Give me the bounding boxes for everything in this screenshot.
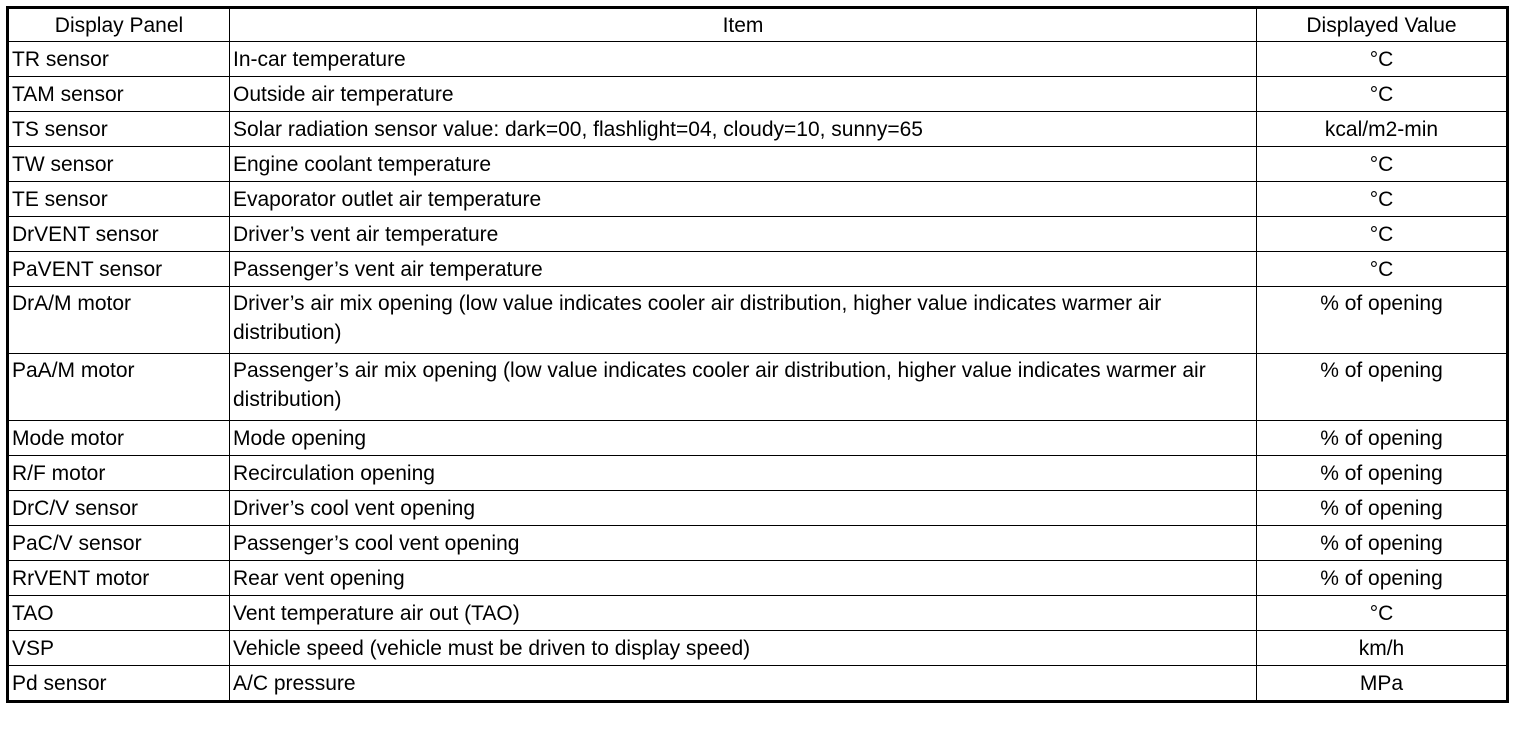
item-cell: Vehicle speed (vehicle must be driven to display speed)	[230, 631, 1257, 666]
table-row	[8, 596, 1508, 631]
value-cell: °C	[1257, 217, 1508, 252]
header-displayed-value: Displayed Value	[1257, 8, 1508, 42]
value-cell: °C	[1257, 182, 1508, 217]
item-cell: In-car temperature	[230, 42, 1257, 77]
table-row	[8, 354, 1508, 421]
item-cell: Vent temperature air out (TAO)	[230, 596, 1257, 631]
value-cell: % of opening	[1257, 526, 1508, 561]
value-cell: % of opening	[1257, 561, 1508, 596]
table-row	[8, 217, 1508, 252]
panel-cell: RrVENT motor	[8, 561, 230, 596]
item-cell: Driver’s cool vent opening	[230, 491, 1257, 526]
table-row	[8, 287, 1508, 354]
header-item: Item	[230, 8, 1257, 42]
item-cell: Driver’s air mix opening (low value indicates cooler air distribution, higher value indicates warmer air distribution)	[230, 287, 1257, 354]
table-row	[8, 491, 1508, 526]
panel-cell: VSP	[8, 631, 230, 666]
item-cell: Passenger’s vent air temperature	[230, 252, 1257, 287]
panel-cell: R/F motor	[8, 456, 230, 491]
table-row	[8, 182, 1508, 217]
value-cell: °C	[1257, 77, 1508, 112]
item-cell: Outside air temperature	[230, 77, 1257, 112]
table-row	[8, 666, 1508, 702]
value-cell: % of opening	[1257, 491, 1508, 526]
value-cell: °C	[1257, 42, 1508, 77]
value-cell: % of opening	[1257, 456, 1508, 491]
value-cell: kcal/m2-min	[1257, 112, 1508, 147]
display-panel-table-container	[6, 6, 1506, 703]
table-row	[8, 526, 1508, 561]
table-row	[8, 561, 1508, 596]
panel-cell: TS sensor	[8, 112, 230, 147]
panel-cell: TW sensor	[8, 147, 230, 182]
item-cell: A/C pressure	[230, 666, 1257, 702]
panel-cell: TAO	[8, 596, 230, 631]
table-row	[8, 147, 1508, 182]
table-row	[8, 77, 1508, 112]
panel-cell: DrA/M motor	[8, 287, 230, 354]
value-cell: °C	[1257, 147, 1508, 182]
panel-cell: Mode motor	[8, 421, 230, 456]
panel-cell: PaVENT sensor	[8, 252, 230, 287]
panel-cell: TE sensor	[8, 182, 230, 217]
item-cell: Rear vent opening	[230, 561, 1257, 596]
table-row	[8, 42, 1508, 77]
panel-cell: TAM sensor	[8, 77, 230, 112]
value-cell: MPa	[1257, 666, 1508, 702]
item-cell: Solar radiation sensor value: dark=00, flashlight=04, cloudy=10, sunny=65	[230, 112, 1257, 147]
item-cell: Driver’s vent air temperature	[230, 217, 1257, 252]
item-cell: Evaporator outlet air temperature	[230, 182, 1257, 217]
item-cell: Passenger’s air mix opening (low value indicates cooler air distribution, higher value indicates warmer air distribution)	[230, 354, 1257, 421]
item-cell: Engine coolant temperature	[230, 147, 1257, 182]
table-header	[8, 8, 1508, 42]
value-cell: % of opening	[1257, 354, 1508, 421]
header-display-panel: Display Panel	[8, 8, 230, 42]
panel-cell: Pd sensor	[8, 666, 230, 702]
item-cell: Passenger’s cool vent opening	[230, 526, 1257, 561]
item-cell: Recirculation opening	[230, 456, 1257, 491]
item-cell: Mode opening	[230, 421, 1257, 456]
value-cell: % of opening	[1257, 287, 1508, 354]
panel-cell: TR sensor	[8, 42, 230, 77]
panel-cell: PaC/V sensor	[8, 526, 230, 561]
value-cell: km/h	[1257, 631, 1508, 666]
value-cell: °C	[1257, 252, 1508, 287]
table-row	[8, 456, 1508, 491]
table-row	[8, 421, 1508, 456]
value-cell: °C	[1257, 596, 1508, 631]
panel-cell: DrC/V sensor	[8, 491, 230, 526]
panel-cell: DrVENT sensor	[8, 217, 230, 252]
table-row	[8, 252, 1508, 287]
display-panel-table	[6, 6, 1509, 703]
value-cell: % of opening	[1257, 421, 1508, 456]
panel-cell: PaA/M motor	[8, 354, 230, 421]
table-row	[8, 112, 1508, 147]
table-row	[8, 631, 1508, 666]
header-row	[8, 8, 1508, 42]
table-body	[8, 42, 1508, 702]
